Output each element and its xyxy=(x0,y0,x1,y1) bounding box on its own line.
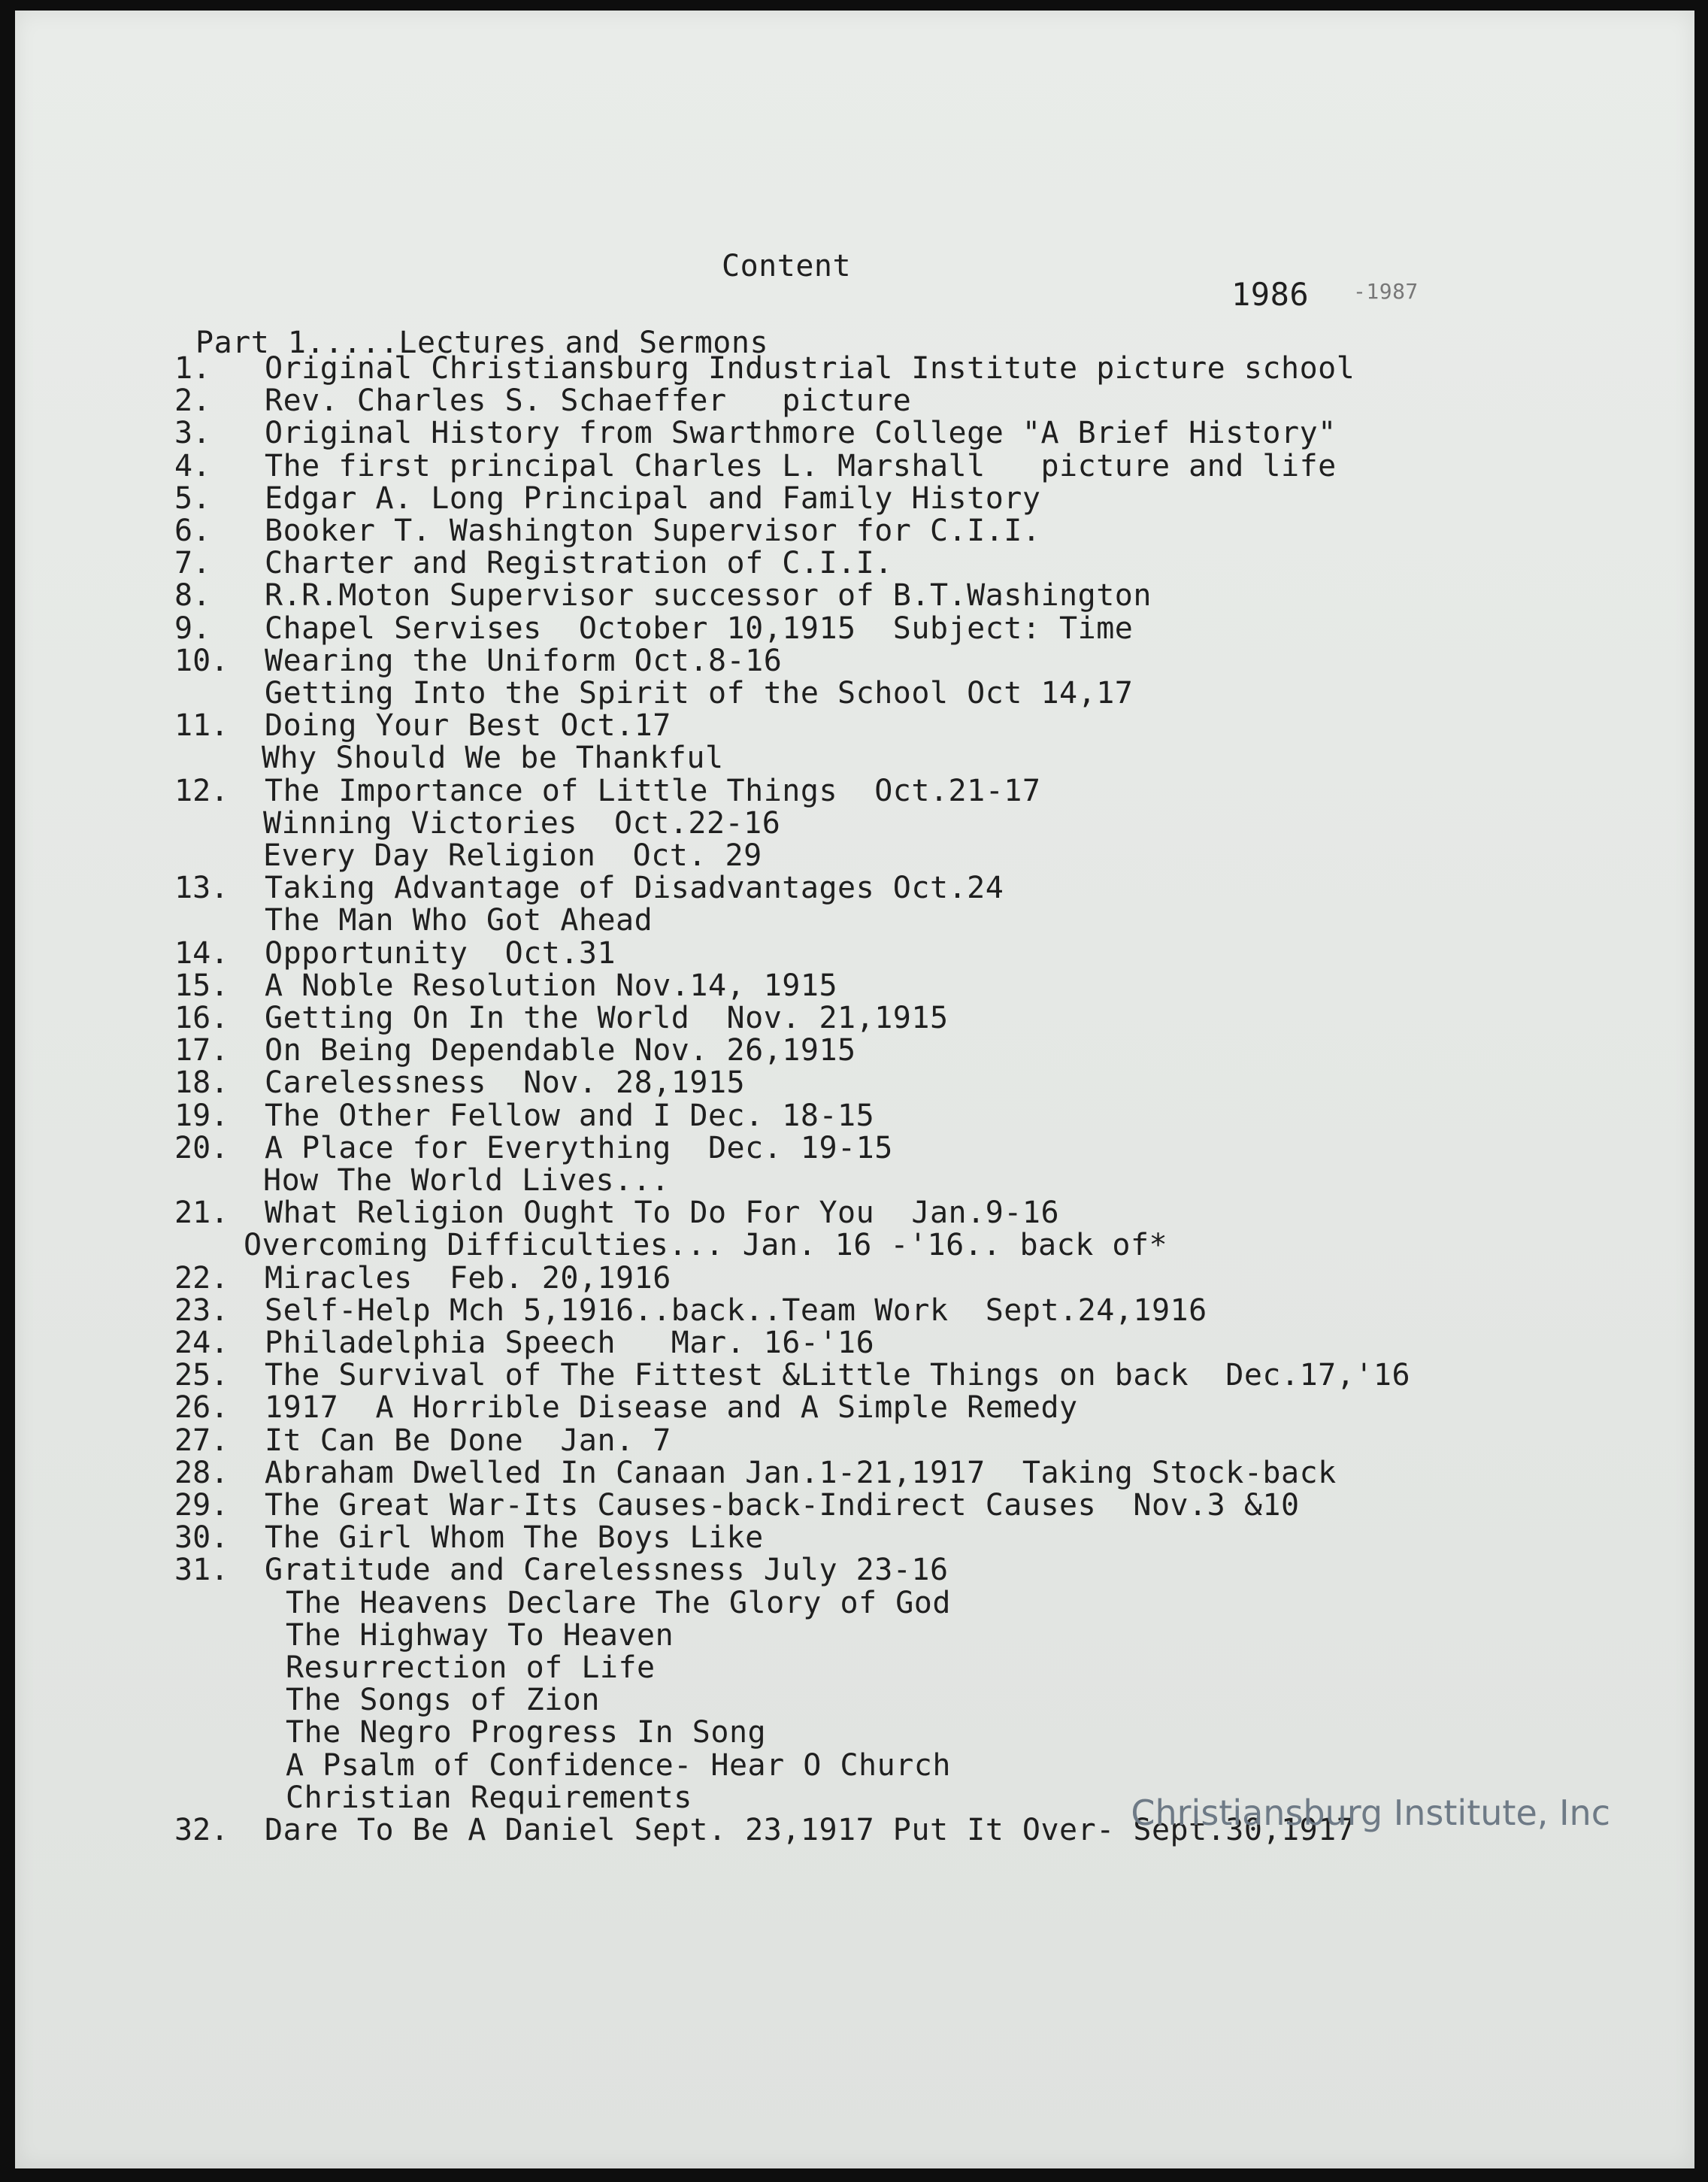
list-item-text: Booker T. Washington Supervisor for C.I.I. xyxy=(265,514,1041,548)
list-item-number: 12. xyxy=(174,774,229,808)
list-item-text: The Negro Progress In Song xyxy=(286,1715,767,1750)
list-item-text: The Survival of The Fittest &Little Things on back Dec.17,'16 xyxy=(265,1358,1411,1393)
list-item-number: 13. xyxy=(174,871,229,905)
year-label: 1986 xyxy=(1231,276,1310,313)
list-item-text: R.R.Moton Supervisor successor of B.T.Washington xyxy=(265,578,1152,613)
part-title: Part 1.....Lectures and Sermons xyxy=(195,326,769,360)
list-item-text: What Religion Ought To Do For You Jan.9-16 xyxy=(265,1196,1060,1230)
list-item-number: 24. xyxy=(174,1326,229,1360)
list-item-text: A Place for Everything Dec. 19-15 xyxy=(265,1131,893,1165)
list-item-number: 11. xyxy=(174,708,229,743)
list-item-text: Original Christiansburg Industrial Institute picture school xyxy=(265,351,1355,386)
list-item-number: 15. xyxy=(174,968,229,1003)
list-item-number: 23. xyxy=(174,1293,229,1328)
list-item-text: Getting On In the World Nov. 21,1915 xyxy=(265,1001,949,1035)
list-item-number: 20. xyxy=(174,1131,229,1165)
list-item-text: Edgar A. Long Principal and Family History xyxy=(265,481,1041,516)
list-item-text: The first principal Charles L. Marshall picture and life xyxy=(265,449,1337,483)
list-item-text: Self-Help Mch 5,1916..back..Team Work Sept.24,1916 xyxy=(265,1293,1207,1328)
list-item-number: 2. xyxy=(174,383,211,418)
list-item-number: 27. xyxy=(174,1423,229,1458)
list-item-number: 31. xyxy=(174,1553,229,1587)
list-item-text: Chapel Servises October 10,1915 Subject: Time xyxy=(265,611,1134,646)
list-item-text: Opportunity Oct.31 xyxy=(265,936,616,971)
list-item-number: 8. xyxy=(174,578,211,613)
list-item-number: 6. xyxy=(174,514,211,548)
list-item-text: On Being Dependable Nov. 26,1915 xyxy=(265,1033,856,1068)
list-item-text: Every Day Religion Oct. 29 xyxy=(263,838,762,873)
list-item-text: It Can Be Done Jan. 7 xyxy=(265,1423,671,1458)
list-item-number: 28. xyxy=(174,1456,229,1490)
list-item-text: A Noble Resolution Nov.14, 1915 xyxy=(265,968,838,1003)
list-item-number: 21. xyxy=(174,1196,229,1230)
list-item-number: 18. xyxy=(174,1065,229,1100)
list-item-text: Doing Your Best Oct.17 xyxy=(265,708,671,743)
list-item-number: 4. xyxy=(174,449,211,483)
watermark: Christiansburg Institute, Inc xyxy=(1131,1793,1610,1833)
list-item-text: Overcoming Difficulties... Jan. 16 -'16.. back of* xyxy=(244,1228,1168,1262)
list-item-text: Abraham Dwelled In Canaan Jan.1-21,1917 Taking Stock-back xyxy=(265,1456,1337,1490)
list-item-text: Getting Into the Spirit of the School Oct 14,17 xyxy=(265,676,1134,711)
list-item-text: Rev. Charles S. Schaeffer picture xyxy=(265,383,912,418)
list-item-text: Carelessness Nov. 28,1915 xyxy=(265,1065,746,1100)
list-item-text: A Psalm of Confidence- Hear O Church xyxy=(286,1748,951,1783)
list-item-number: 26. xyxy=(174,1390,229,1425)
list-item-text: The Highway To Heaven xyxy=(286,1618,674,1653)
list-item-number: 10. xyxy=(174,644,229,678)
list-item-text: The Songs of Zion xyxy=(286,1683,600,1717)
list-item-text: Resurrection of Life xyxy=(286,1650,656,1685)
list-item-text: Miracles Feb. 20,1916 xyxy=(265,1261,671,1296)
list-item-text: The Heavens Declare The Glory of God xyxy=(286,1586,951,1620)
list-item-number: 3. xyxy=(174,416,211,450)
year-handwritten-note: -1987 xyxy=(1353,279,1419,304)
list-item-text: Taking Advantage of Disadvantages Oct.24 xyxy=(265,871,1004,905)
list-item-number: 7. xyxy=(174,546,211,580)
list-item-number: 30. xyxy=(174,1520,229,1555)
list-item-text: The Great War-Its Causes-back-Indirect Causes Nov.3 &10 xyxy=(265,1488,1300,1523)
list-item-number: 1. xyxy=(174,351,211,386)
list-item-number: 32. xyxy=(174,1813,229,1847)
list-item-text: The Man Who Got Ahead xyxy=(265,903,653,938)
list-item-text: Gratitude and Carelessness July 23-16 xyxy=(265,1553,949,1587)
list-item-text: 1917 A Horrible Disease and A Simple Remedy xyxy=(265,1390,1078,1425)
list-item-text: Original History from Swarthmore College "A Brief History" xyxy=(265,416,1337,450)
page-heading: Content xyxy=(722,249,852,283)
list-item-number: 29. xyxy=(174,1488,229,1523)
list-item-number: 16. xyxy=(174,1001,229,1035)
document-page xyxy=(15,11,1694,2168)
list-item-number: 14. xyxy=(174,936,229,971)
list-item-number: 22. xyxy=(174,1261,229,1296)
list-item-text: The Other Fellow and I Dec. 18-15 xyxy=(265,1099,875,1133)
list-item-number: 5. xyxy=(174,481,211,516)
list-item-number: 25. xyxy=(174,1358,229,1393)
list-item-number: 9. xyxy=(174,611,211,646)
list-item-text: Why Should We be Thankful xyxy=(262,741,724,775)
list-item-text: The Girl Whom The Boys Like xyxy=(265,1520,764,1555)
list-item-text: Dare To Be A Daniel Sept. 23,1917 Put It Over- Sept.30,1917 xyxy=(265,1813,1355,1847)
list-item-text: Philadelphia Speech Mar. 16-'16 xyxy=(265,1326,875,1360)
list-item-text: Wearing the Uniform Oct.8-16 xyxy=(265,644,783,678)
list-item-text: The Importance of Little Things Oct.21-17 xyxy=(265,774,1041,808)
list-item-text: Winning Victories Oct.22-16 xyxy=(263,806,781,841)
list-item-number: 17. xyxy=(174,1033,229,1068)
list-item-text: Charter and Registration of C.I.I. xyxy=(265,546,893,580)
list-item-text: Christian Requirements xyxy=(286,1780,692,1815)
list-item-text: How The World Lives... xyxy=(263,1163,670,1198)
list-item-number: 19. xyxy=(174,1099,229,1133)
